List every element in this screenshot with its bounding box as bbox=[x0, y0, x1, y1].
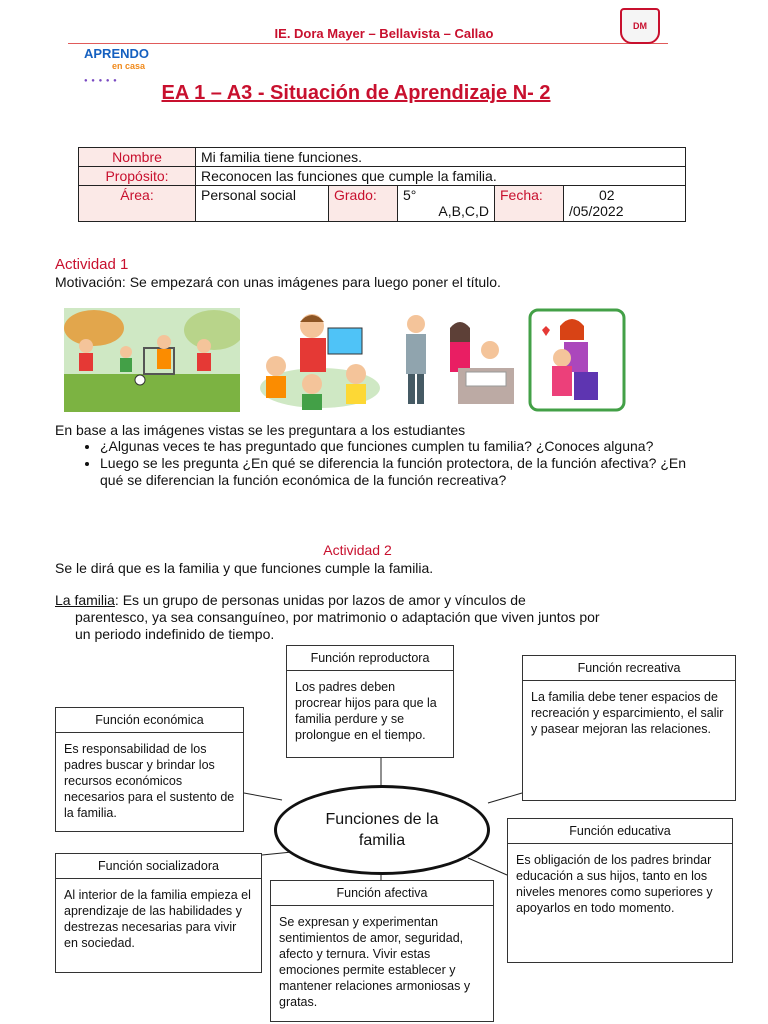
card-title: Función socializadora bbox=[56, 854, 261, 879]
diagram-center-node bbox=[274, 785, 490, 875]
definition-line-2: parentesco, ya sea consanguíneo, por matrimonio o adaptación que viven juntos por bbox=[75, 609, 600, 625]
grado-value-line1: 5° bbox=[403, 187, 417, 203]
activity-1-motivation: Motivación: Se empezará con unas imágenes para luego poner el título. bbox=[55, 274, 501, 290]
card-funcion-economica bbox=[55, 707, 244, 832]
fecha-label: Fecha: bbox=[495, 186, 564, 222]
activity-2-text: Se le dirá que es la familia y que funciones cumple la familia. bbox=[55, 560, 434, 576]
parents-caring-image bbox=[398, 308, 518, 412]
nombre-value: Mi familia tiene funciones. bbox=[196, 148, 686, 167]
definition-line-1: : Es un grupo de personas unidas por lazos de amor y vínculos de bbox=[114, 592, 526, 608]
fecha-value bbox=[564, 186, 686, 222]
card-body: Al interior de la familia empieza el aprendizaje de las habilidades y destrezas necesarias para vivir en sociedad. bbox=[64, 888, 251, 950]
definition-term: La familia bbox=[55, 592, 115, 608]
fecha-value-line1: 02 bbox=[599, 187, 615, 203]
grado-value bbox=[398, 186, 495, 222]
card-body: Es responsabilidad de los padres buscar y brindar los recursos económicos necesarios para el sustento de la familia. bbox=[64, 742, 235, 820]
proposito-label: Propósito: bbox=[79, 167, 196, 186]
card-title: Función educativa bbox=[508, 819, 732, 844]
activity-1-title: Actividad 1 bbox=[55, 256, 129, 273]
reading-story-image bbox=[250, 308, 390, 412]
definition-line-3: un periodo indefinido de tiempo. bbox=[75, 626, 275, 642]
diagram-center-label: Funciones de la familia bbox=[325, 811, 439, 849]
logo-dots: ● ● ● ● ● bbox=[84, 78, 118, 84]
card-funcion-recreativa bbox=[522, 655, 736, 801]
info-table bbox=[78, 147, 686, 222]
table-row bbox=[79, 186, 686, 222]
fecha-value-line2: /05/2022 bbox=[569, 203, 624, 219]
logo-sub-text: en casa bbox=[111, 61, 146, 71]
question-list bbox=[55, 438, 700, 489]
crest-text: DM bbox=[633, 21, 647, 31]
card-title: Función reproductora bbox=[287, 646, 453, 671]
grado-label: Grado: bbox=[329, 186, 398, 222]
logo-main-text: APRENDO bbox=[84, 46, 150, 61]
card-funcion-reproductora bbox=[286, 645, 454, 758]
table-row bbox=[79, 167, 686, 186]
table-row bbox=[79, 148, 686, 167]
list-item: • Luego se les pregunta ¿En qué se diferencia la función protectora, de la función afectiva? ¿En qué se diferencian la función económica de la función recreativa? bbox=[100, 455, 700, 489]
school-crest-logo bbox=[620, 8, 660, 44]
mother-hug-image bbox=[528, 308, 626, 412]
card-body: Es obligación de los padres brindar educación a sus hijos, tanto en los niveles menores como superiores y apoyarlos en todo momento. bbox=[516, 853, 713, 915]
family-definition bbox=[55, 592, 635, 643]
nombre-label: Nombre bbox=[79, 148, 196, 167]
card-title: Función afectiva bbox=[271, 881, 493, 906]
motivation-images bbox=[0, 308, 768, 418]
school-name: IE. Dora Mayer – Bellavista – Callao bbox=[274, 26, 494, 41]
card-title: Función recreativa bbox=[523, 656, 735, 681]
card-title: Función económica bbox=[56, 708, 243, 733]
card-funcion-socializadora bbox=[55, 853, 262, 973]
card-funcion-educativa bbox=[507, 818, 733, 963]
card-funcion-afectiva bbox=[270, 880, 494, 1022]
activity-1-intro: En base a las imágenes vistas se les preguntara a los estudiantes bbox=[55, 422, 466, 438]
page-title: EA 1 – A3 - Situación de Aprendizaje N- 2 bbox=[161, 82, 551, 104]
card-body: La familia debe tener espacios de recreación y esparcimiento, el salir y pasear mejoran las relaciones. bbox=[531, 690, 724, 736]
activity-2-title: Actividad 2 bbox=[323, 542, 392, 558]
list-item: • ¿Algunas veces te has preguntado que funciones cumplen tu familia? ¿Conoces alguna? bbox=[100, 438, 700, 455]
card-body: Se expresan y experimentan sentimientos de amor, seguridad, afecto y ternura. Vivir estas emociones permite establecer y mantener relaciones armoniosas y gratas. bbox=[279, 915, 471, 1009]
grado-value-line2: A,B,C,D bbox=[438, 203, 489, 219]
family-playing-image bbox=[64, 308, 240, 412]
header-divider bbox=[68, 43, 668, 44]
area-value: Personal social bbox=[196, 186, 329, 222]
proposito-value: Reconocen las funciones que cumple la familia. bbox=[196, 167, 686, 186]
card-body: Los padres deben procrear hijos para que la familia perdure y se prolongue en el tiempo. bbox=[295, 680, 437, 742]
area-label: Área: bbox=[79, 186, 196, 222]
